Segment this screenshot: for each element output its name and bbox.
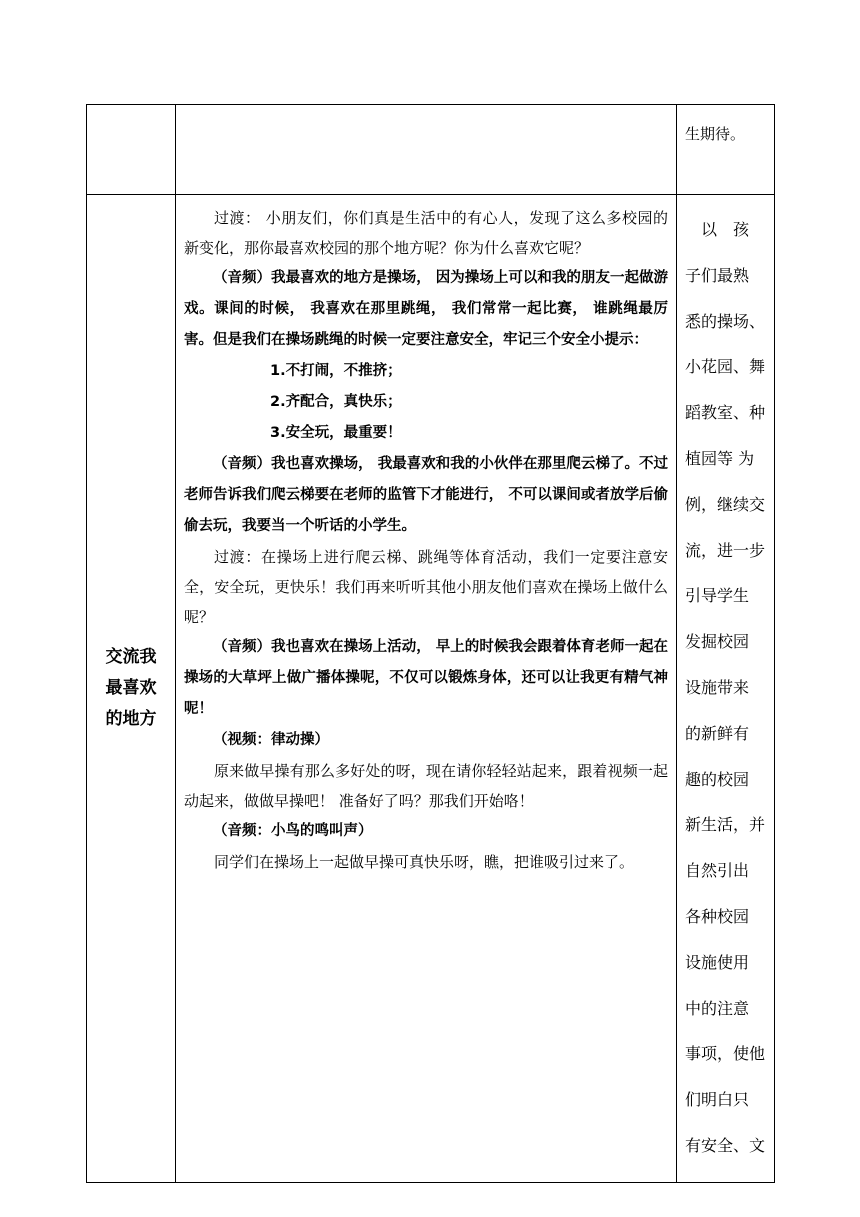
design-note-cell-top xyxy=(677,105,775,195)
content-paragraph: （音频）我最喜欢的地方是操场， 因为操场上可以和我的朋友一起做游戏。课间的时候， 我喜欢在那里跳绳， 我们常常一起比赛， 谁跳绳最厉害。但是我们在操场跳绳的时候一定要注意安全，牢记三个安全小提示： xyxy=(184,270,668,348)
design-note-line: 自然引出 xyxy=(685,861,750,881)
content-paragraph: （音频：小鸟的鸣叫声） xyxy=(213,823,373,839)
design-note-line: 流，进一步 xyxy=(685,540,766,560)
design-note-line: 发掘校园 xyxy=(685,632,750,652)
design-note-line: 小花园、舞 xyxy=(685,357,766,377)
design-note xyxy=(685,207,770,1169)
content-paragraph: （视频：律动操） xyxy=(213,732,329,748)
content-paragraph: 1.不打闹，不推挤； xyxy=(270,363,402,379)
design-note-line: 引导学生 xyxy=(685,586,750,606)
stage-title-cell xyxy=(87,195,176,1183)
design-note-line: 各种校园 xyxy=(685,906,750,926)
stage-cell-empty xyxy=(87,105,176,195)
design-note-line: 设施使用 xyxy=(685,952,750,972)
design-note-line: 设施带来 xyxy=(685,677,750,697)
design-note-line: 蹈教室、种 xyxy=(685,403,766,423)
content-paragraph: 2.齐配合，真快乐； xyxy=(270,394,402,410)
content-paragraph: （音频）我也喜欢在操场上活动， 早上的时候我会跟着体育老师一起在操场的大草坪上做广播体操呢，不仅可以锻炼身体，还可以让我更有精气神呢！ xyxy=(184,639,668,717)
design-note-line: 的新鲜有 xyxy=(685,723,750,743)
content-paragraph: 原来做早操有那么多好处的呀，现在请你轻轻站起来，跟着视频一起动起来，做做早操吧！ 准备好了吗？那我们开始咯！ xyxy=(184,762,668,810)
content-paragraph: 过渡： 小朋友们，你们真是生活中的有心人，发现了这么多校园的新变化，那你最喜欢校园的那个地方呢？你为什么喜欢它呢？ xyxy=(184,209,668,257)
lesson-plan-table xyxy=(86,104,775,1183)
design-note-line: 事项，使他 xyxy=(685,1044,766,1064)
design-note-line: 以 孩 xyxy=(685,220,750,239)
content-paragraph: 过渡：在操场上进行爬云梯、跳绳等体育活动，我们一定要注意安全，安全玩，更快乐！我们再来听听其他小朋友他们喜欢在操场上做什么呢？ xyxy=(184,548,668,626)
design-note-line: 趣的校园 xyxy=(685,769,750,789)
table-row xyxy=(87,195,775,1183)
design-note-line: 们明白只 xyxy=(685,1090,750,1110)
design-note-cell xyxy=(677,195,775,1183)
design-note-continuation: 生期待。 xyxy=(685,125,746,143)
lesson-content-cell xyxy=(176,195,677,1183)
design-note-line: 例，继续交 xyxy=(685,494,766,514)
stage-title-line: 的地方 xyxy=(105,709,157,729)
design-note-line: 悉的操场、 xyxy=(685,311,766,331)
content-paragraph: （音频）我也喜欢操场， 我最喜欢和我的小伙伴在那里爬云梯了。不过老师告诉我们爬云梯要在老师的监管下才能进行， 不可以课间或者放学后偷偷去玩，我要当一个听话的小学生。 xyxy=(184,456,668,534)
design-note-line: 中的注意 xyxy=(685,998,750,1018)
content-paragraph: 3.安全玩，最重要！ xyxy=(270,425,402,441)
lesson-content xyxy=(184,203,668,877)
content-cell-empty xyxy=(176,105,677,195)
design-note-line: 子们最熟 xyxy=(685,265,750,285)
design-note-line: 新生活，并 xyxy=(685,815,766,835)
design-note-line: 有安全、文 xyxy=(685,1135,766,1155)
content-paragraph: 同学们在操场上一起做早操可真快乐呀，瞧，把谁吸引过来了。 xyxy=(214,853,635,871)
stage-title-line: 最喜欢 xyxy=(105,678,157,698)
stage-title-line: 交流我 xyxy=(105,647,157,667)
table-row xyxy=(87,105,775,195)
design-note-line: 植园等 为 xyxy=(685,448,755,468)
